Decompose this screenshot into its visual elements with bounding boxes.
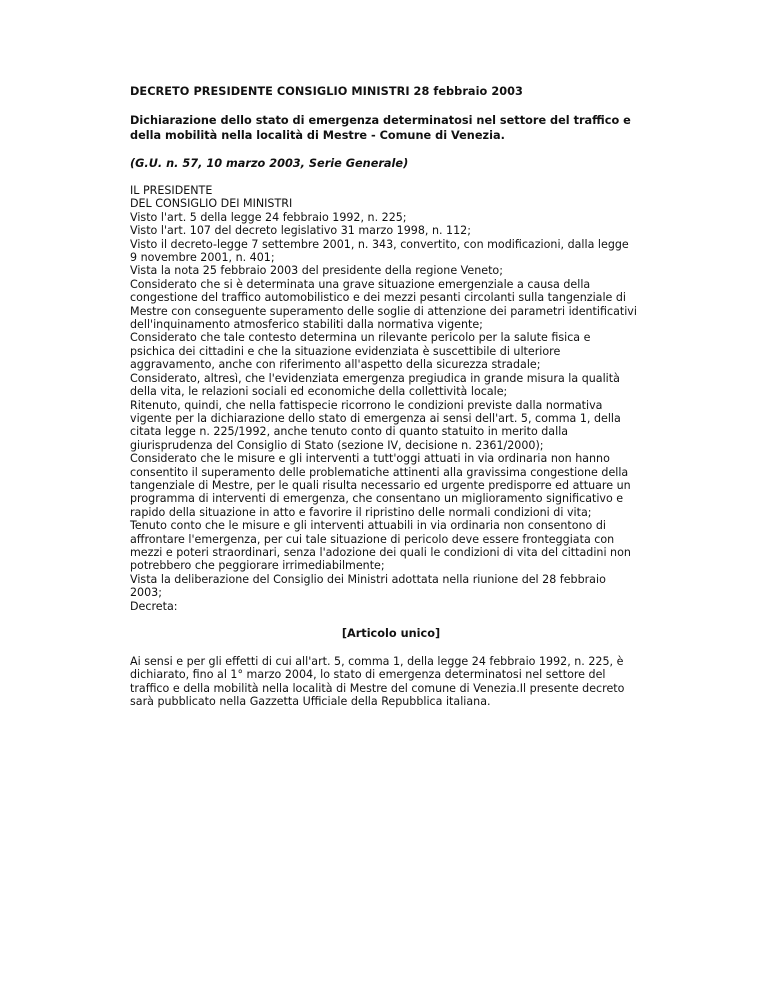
preamble-line: 2003; [130, 586, 162, 600]
document-title: DECRETO PRESIDENTE CONSIGLIO MINISTRI 28 febbraio 2003 [130, 85, 523, 98]
preamble-line: vigente per la dichiarazione dello stato di emergenza ai sensi dell'art. 5, comma 1, della [130, 411, 621, 425]
article-line: traffico e della mobilità nella località di Mestre del comune di Venezia.Il presente decreto [130, 681, 625, 695]
preamble-line: Vista la deliberazione del Consiglio dei Ministri adottata nella riunione del 28 febbraio [130, 572, 606, 586]
article-line: dichiarato, fino al 1° marzo 2004, lo stato di emergenza determinatosi nel settore del [130, 668, 606, 682]
preamble-line: Visto l'art. 107 del decreto legislativo 31 marzo 1998, n. 112; [130, 224, 471, 238]
preamble-line: Considerato che tale contesto determina un rilevante pericolo per la salute fisica e [130, 331, 591, 345]
preamble-line: Visto l'art. 5 della legge 24 febbraio 1992, n. 225; [130, 210, 407, 224]
preamble-line: tangenziale di Mestre, per le quali risulta necessario ed urgente predisporre ed attuare un [130, 478, 631, 492]
article-line: Ai sensi e per gli effetti di cui all'art. 5, comma 1, della legge 24 febbraio 1992, n. 225, è [130, 655, 624, 668]
preamble-line: Ritenuto, quindi, che nella fattispecie ricorrono le condizioni previste dalla normativa [130, 398, 603, 412]
subtitle-line: Dichiarazione dello stato di emergenza determinatosi nel settore del traffico e [130, 114, 631, 127]
preamble-line: DEL CONSIGLIO DEI MINISTRI [130, 197, 293, 211]
preamble-line: 9 novembre 2001, n. 401; [130, 251, 275, 265]
subtitle-line: della mobilità nella località di Mestre - Comune di Venezia. [130, 129, 505, 142]
preamble-line: aggravamento, anche con riferimento all'aspetto della sicurezza stradale; [130, 358, 541, 372]
preamble-line: dell'inquinamento atmosferico stabiliti dalla normativa vigente; [130, 318, 483, 332]
preamble-line: affrontare l'emergenza, per cui tale situazione di pericolo deve essere fronteggiata con [130, 532, 615, 546]
preamble-line: rapido della situazione in atto e favorire il ripristino delle normali condizioni di vita; [130, 505, 592, 519]
preamble-line: Considerato, altresì, che l'evidenziata emergenza pregiudica in grande misura la qualità [130, 371, 620, 385]
preamble-line: della vita, le relazioni sociali ed economiche della collettività locale; [130, 385, 508, 399]
preamble-line: Tenuto conto che le misure e gli interventi attuabili in via ordinaria non consentono di [130, 519, 606, 533]
decree-document [130, 84, 652, 709]
preamble-line: Decreta: [130, 599, 178, 613]
preamble-line: IL PRESIDENTE [130, 184, 213, 197]
preamble-line: Vista la nota 25 febbraio 2003 del presidente della regione Veneto; [130, 264, 503, 278]
preamble-line: giurisprudenza del Consiglio di Stato (sezione IV, decisione n. 2361/2000); [130, 438, 544, 452]
preamble-line: Mestre con conseguente superamento delle soglie di attenzione dei parametri identificativi [130, 304, 637, 318]
preamble-line: mezzi e poteri straordinari, senza l'adozione dei quali le condizioni di vita del cittadini non [130, 545, 631, 559]
preamble-line: Considerato che le misure e gli interventi a tutt'oggi attuati in via ordinaria non hanno [130, 452, 610, 466]
article-text [130, 655, 652, 709]
article-line: sarà pubblicato nella Gazzetta Ufficiale della Repubblica italiana. [130, 695, 491, 709]
preamble-line: consentito il superamento delle problematiche attinenti alla gravissima congestione della [130, 465, 629, 479]
preamble-line: congestione del traffico automobilistico e dei mezzi pesanti circolanti sulla tangenziale di [130, 291, 627, 305]
article-heading: [Articolo unico] [341, 627, 441, 640]
preamble-line: citata legge n. 225/1992, anche tenuto conto di quanto statuito in merito dalla [130, 425, 569, 439]
preamble-line: Visto il decreto-legge 7 settembre 2001, n. 343, convertito, con modificazioni, dalla legge [130, 237, 629, 251]
document-subtitle [130, 113, 652, 143]
decree-preamble [130, 184, 652, 613]
preamble-line: potrebbero che peggiorare irrimediabilmente; [130, 559, 385, 573]
preamble-line: programma di interventi di emergenza, che consentano un miglioramento significativo e [130, 492, 624, 506]
preamble-line: psichica dei cittadini e che la situazione evidenziata è suscettibile di ulteriore [130, 344, 561, 358]
gazette-reference: (G.U. n. 57, 10 marzo 2003, Serie Generale) [130, 157, 409, 170]
preamble-line: Considerato che si è determinata una grave situazione emergenziale a causa della [130, 277, 591, 291]
